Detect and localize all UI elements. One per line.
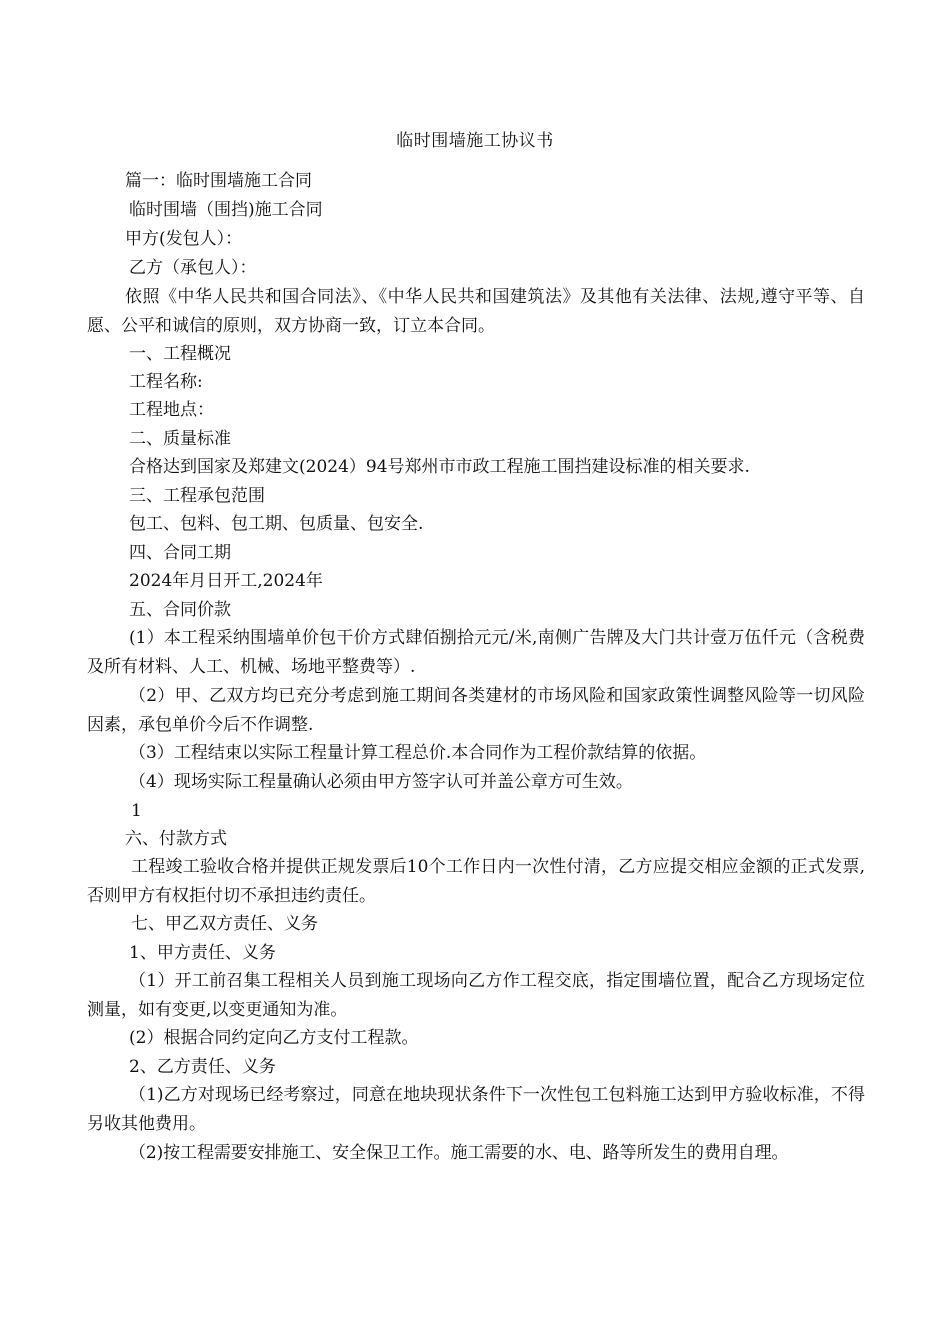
subheading-party-a-duties: 1、甲方责任、义务 — [129, 943, 276, 963]
paragraph-price-2: （2）甲、乙双方均已充分考虑到施工期间各类建材的市场风险和国家政策性调整风险等一切风险因素，承包单价今后不作调整. — [87, 686, 865, 735]
paragraph-part-one-heading: 篇一：临时围墙施工合同 — [125, 171, 312, 191]
paragraph-party-a: 甲方(发包人）： — [125, 229, 243, 249]
section-heading-payment: 六、付款方式 — [125, 829, 227, 849]
section-heading-scope: 三、工程承包范围 — [129, 486, 265, 506]
paragraph-duration: 2024年月日开工,2024年 — [129, 571, 323, 591]
paragraph-payment: 工程竣工验收合格并提供正规发票后10个工作日内一次性付清，乙方应提交相应金额的正式发票,否则甲方有权拒付切不承担违约责任。 — [87, 857, 865, 906]
paragraph-project-location: 工程地点： — [129, 400, 214, 420]
section-heading-overview: 一、工程概况 — [129, 344, 231, 364]
paragraph-price-4: （4）现场实际工程量确认必须由甲方签字认可并盖公章方可生效。 — [129, 772, 633, 792]
paragraph-contract-title: 临时围墙（围挡)施工合同 — [129, 200, 323, 220]
paragraph-party-b: 乙方（承包人）： — [129, 258, 257, 278]
paragraph-party-b-duty-1: （1)乙方对现场已经考察过，同意在地块现状条件下一次性包工包料施工达到甲方验收标准，不得另收其他费用。 — [87, 1085, 865, 1134]
paragraph-party-a-duty-1: （1）开工前召集工程相关人员到施工现场向乙方作工程交底，指定围墙位置，配合乙方现场定位测量，如有变更,以变更通知为准。 — [87, 971, 865, 1020]
section-heading-price: 五、合同价款 — [129, 600, 231, 620]
paragraph-party-a-duty-2: (2）根据合同约定向乙方支付工程款。 — [129, 1028, 419, 1048]
paragraph-price-1: (1）本工程采纳围墙单价包干价方式肆佰捌拾元元/米,南侧广告牌及大门共计壹万伍仟元（含税费及所有材料、人工、机械、场地平整费等）. — [87, 628, 865, 677]
page-number: 1 — [131, 801, 142, 821]
paragraph-preamble: 依照《中华人民共和国合同法》、《中华人民共和国建筑法》及其他有关法律、法规,遵守平等、自愿、公平和诚信的原则，双方协商一致，订立本合同。 — [87, 287, 865, 336]
paragraph-scope: 包工、包料、包工期、包质量、包安全. — [129, 514, 424, 534]
paragraph-project-name: 工程名称: — [129, 372, 203, 392]
subheading-party-b-duties: 2、乙方责任、义务 — [129, 1057, 276, 1077]
paragraph-party-b-duty-2: （2)按工程需要安排施工、安全保卫工作。施工需要的水、电、路等所发生的费用自理。 — [129, 1143, 789, 1163]
section-heading-duration: 四、合同工期 — [129, 543, 231, 563]
paragraph-quality-standard: 合格达到国家及郑建文(2024）94号郑州市市政工程施工围挡建设标准的相关要求. — [129, 457, 750, 477]
section-heading-responsibilities: 七、甲乙双方责任、义务 — [131, 914, 318, 934]
paragraph-price-3: （3）工程结束以实际工程量计算工程总价.本合同作为工程价款结算的依据。 — [129, 743, 707, 763]
section-heading-quality: 二、质量标准 — [129, 429, 231, 449]
document-title: 临时围墙施工协议书 — [396, 131, 554, 151]
